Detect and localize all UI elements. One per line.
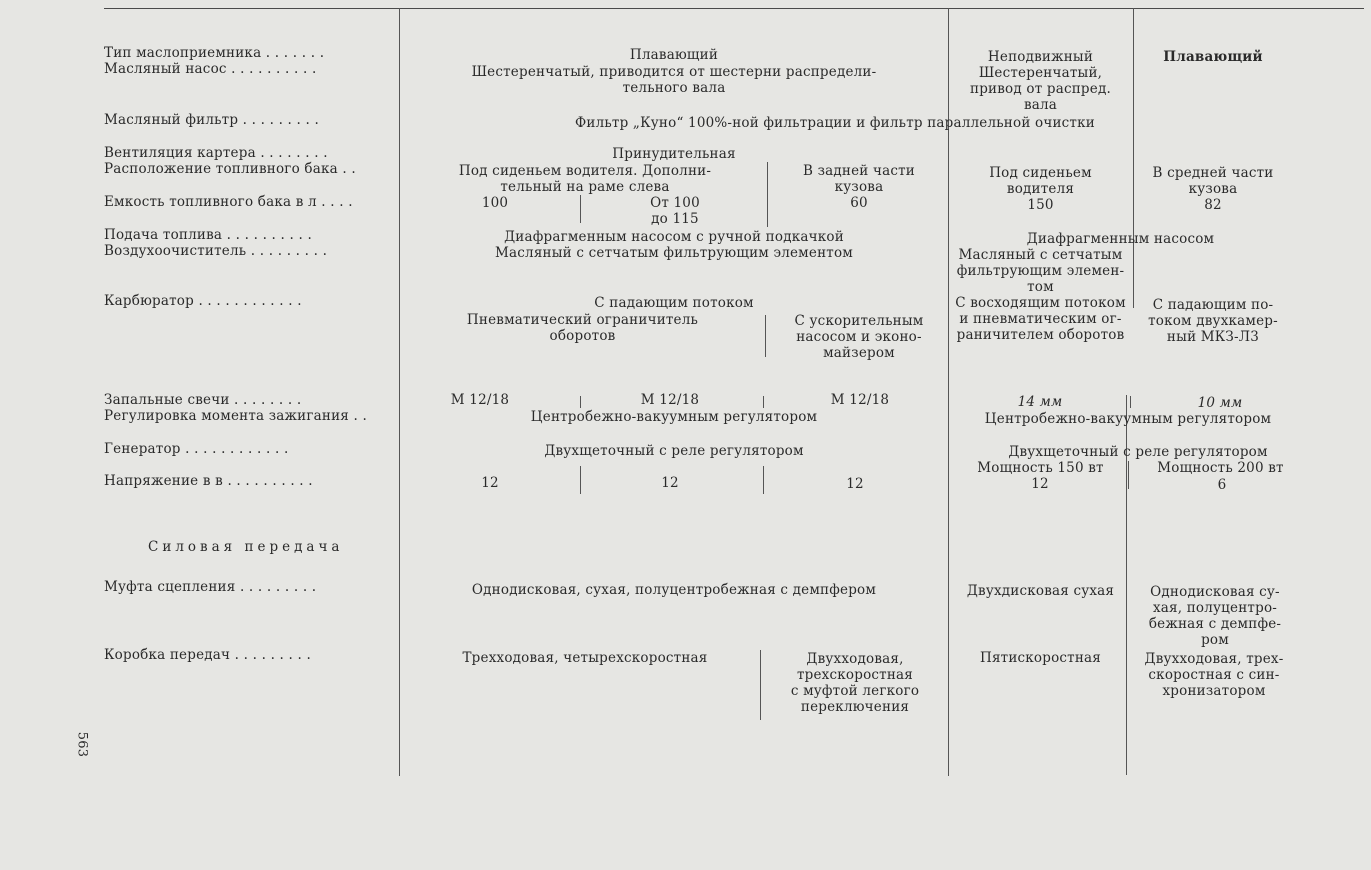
- subcol-divider: [763, 396, 764, 408]
- cell-tank-loc-b2: кузова: [834, 179, 884, 195]
- cell-air-b3: том: [1027, 279, 1054, 295]
- cell-oil-intake-b: Неподвижный: [987, 49, 1094, 65]
- cell-capacity-5: 82: [1204, 197, 1222, 213]
- cell-carb-b2: насосом и эконо-: [796, 329, 922, 345]
- section-heading-transmission: Силовая передача: [148, 539, 344, 555]
- cell-air-b1: Масляный с сетчатым: [958, 247, 1123, 263]
- cell-capacity-4: 150: [1027, 197, 1054, 213]
- cell-clutch-a: Однодисковая, сухая, полуцентробежная с демпфером: [471, 582, 877, 598]
- cell-carb-d3: ный МКЗ-Л3: [1166, 329, 1260, 345]
- cell-air-a: Масляный с сетчатым фильтрующим элементом: [495, 245, 853, 261]
- cell-tank-loc-c2: водителя: [1006, 181, 1075, 197]
- cell-gearbox-b4: переключения: [800, 699, 910, 715]
- cell-oil-pump-a2: тельного вала: [622, 80, 726, 96]
- cell-oil-filter: Фильтр „Куно“ 100%-ной фильтрации и фильтр параллельной очистки: [575, 115, 1095, 131]
- cell-oil-intake-a: Плавающий: [629, 47, 719, 63]
- cell-tank-loc-d2: кузова: [1188, 181, 1238, 197]
- column-divider-labels: [399, 8, 400, 776]
- cell-carb-c3: раничителем оборотов: [956, 327, 1125, 343]
- cell-carb-b1: С ускорительным: [794, 313, 924, 329]
- cell-carb-d1: С падающим по-: [1152, 297, 1274, 313]
- cell-carb-a2: оборотов: [549, 328, 616, 344]
- cell-carb-b3: майзером: [823, 345, 895, 361]
- subcol-divider: [763, 466, 764, 494]
- subcol-divider: [765, 315, 766, 357]
- cell-clutch-c2: хая, полуцентро-: [1152, 600, 1278, 616]
- cell-clutch-b: Двухдисковая сухая: [966, 583, 1115, 599]
- subcol-divider: [580, 396, 581, 408]
- cell-air-b2: фильтрующим элемен-: [956, 263, 1125, 279]
- cell-vent: Принудительная: [612, 146, 736, 162]
- label-fuel-supply: Подача топлива . . . . . . . . . .: [104, 227, 312, 243]
- cell-carb-a1: Пневматический ограничитель: [466, 312, 699, 328]
- subcol-divider: [580, 195, 581, 223]
- label-crankcase-vent: Вентиляция картера . . . . . . . .: [104, 145, 328, 161]
- label-ignition-timing: Регулировка момента зажигания . .: [104, 408, 367, 424]
- cell-power-b: Мощность 150 вт: [977, 460, 1104, 476]
- cell-ignition-a: Центробежно-вакуумным регулятором: [530, 409, 818, 425]
- cell-capacity-2a: От 100: [650, 195, 700, 211]
- cell-gearbox-b3: с муфтой легкого: [790, 683, 920, 699]
- label-fuel-tank-location: Расположение топливного бака . .: [104, 161, 356, 177]
- cell-clutch-c3: бежная с демпфе-: [1148, 616, 1282, 632]
- cell-tank-loc-a1: Под сиденьем водителя. Дополни-: [458, 163, 712, 179]
- subcol-divider: [1130, 396, 1131, 408]
- cell-gearbox-b1: Двухходовая,: [806, 651, 904, 667]
- cell-clutch-c1: Однодисковая су-: [1150, 584, 1280, 600]
- label-clutch: Муфта сцепления . . . . . . . . .: [104, 579, 317, 595]
- cell-carb-c2: и пневматическим ог-: [959, 311, 1122, 327]
- cell-voltage-4: 12: [1031, 476, 1049, 492]
- cell-oil-pump-b1: Шестеренчатый,: [978, 65, 1103, 81]
- cell-tank-loc-d1: В средней части: [1152, 165, 1274, 181]
- cell-carb-d2: током двухкамер-: [1148, 313, 1278, 329]
- cell-plug-2: М 12/18: [640, 392, 700, 408]
- cell-carb-c1: С восходящим потоком: [955, 295, 1126, 311]
- top-rule: [104, 8, 1364, 9]
- cell-clutch-c4: ром: [1201, 632, 1229, 648]
- page-number: 563: [74, 731, 90, 758]
- cell-carb-a: С падающим потоком: [594, 295, 754, 311]
- cell-capacity-1: 100: [481, 195, 509, 211]
- cell-ignition-b: Центробежно-вакуумным регулятором: [984, 411, 1272, 427]
- cell-plug-3: М 12/18: [830, 392, 890, 408]
- cell-gearbox-a: Трехходовая, четырехскоростная: [462, 650, 708, 666]
- label-voltage: Напряжение в в . . . . . . . . . .: [104, 473, 313, 489]
- cell-gearbox-d1: Двухходовая, трех-: [1144, 651, 1284, 667]
- cell-fuel-supply-a: Диафрагменным насосом с ручной подкачкой: [504, 229, 844, 245]
- label-carburetor: Карбюратор . . . . . . . . . . . .: [104, 293, 302, 309]
- cell-gearbox-d3: хронизатором: [1162, 683, 1266, 699]
- cell-capacity-2b: до 115: [651, 211, 699, 227]
- cell-generator-a: Двухщеточный с реле регулятором: [544, 443, 804, 459]
- label-gearbox: Коробка передач . . . . . . . . .: [104, 647, 311, 663]
- cell-power-c: Мощность 200 вт: [1157, 460, 1284, 476]
- cell-gearbox-c: Пятискоростная: [979, 650, 1102, 666]
- cell-tank-loc-b1: В задней части: [802, 163, 915, 179]
- cell-tank-loc-a2: тельный на раме слева: [500, 179, 670, 195]
- cell-gearbox-b2: трехскоростная: [796, 667, 913, 683]
- cell-oil-intake-c: Плавающий: [1163, 49, 1263, 65]
- cell-voltage-5: 6: [1217, 477, 1227, 493]
- cell-capacity-3: 60: [850, 195, 868, 211]
- cell-tank-loc-c1: Под сиденьем: [989, 165, 1092, 181]
- label-spark-plugs: Запальные свечи . . . . . . . .: [104, 392, 302, 408]
- cell-plug-5: 10 мм: [1197, 395, 1243, 411]
- label-oil-intake: Тип маслоприемника . . . . . . .: [104, 45, 325, 61]
- cell-voltage-3: 12: [846, 476, 864, 492]
- cell-oil-pump-a1: Шестеренчатый, приводится от шестерни распредели-: [471, 64, 877, 80]
- cell-fuel-supply-b: Диафрагменным насосом: [1026, 231, 1215, 247]
- label-air-cleaner: Воздухоочиститель . . . . . . . . .: [104, 243, 328, 259]
- label-generator: Генератор . . . . . . . . . . . .: [104, 441, 289, 457]
- cell-plug-1: М 12/18: [450, 392, 510, 408]
- cell-oil-pump-b3: вала: [1023, 97, 1058, 113]
- label-oil-pump: Масляный насос . . . . . . . . . .: [104, 61, 317, 77]
- label-oil-filter: Масляный фильтр . . . . . . . . .: [104, 112, 319, 128]
- cell-voltage-1: 12: [481, 475, 499, 491]
- subcol-divider: [760, 650, 761, 720]
- cell-oil-pump-b2: привод от распред.: [970, 81, 1111, 97]
- label-fuel-tank-capacity: Емкость топливного бака в л . . . .: [104, 194, 353, 210]
- cell-gearbox-d2: скоростная с син-: [1148, 667, 1280, 683]
- subcol-divider: [580, 466, 581, 494]
- cell-voltage-2: 12: [661, 475, 679, 491]
- cell-generator-b: Двухщеточный с реле регулятором: [1008, 444, 1268, 460]
- cell-plug-4: 14 мм: [1017, 394, 1063, 410]
